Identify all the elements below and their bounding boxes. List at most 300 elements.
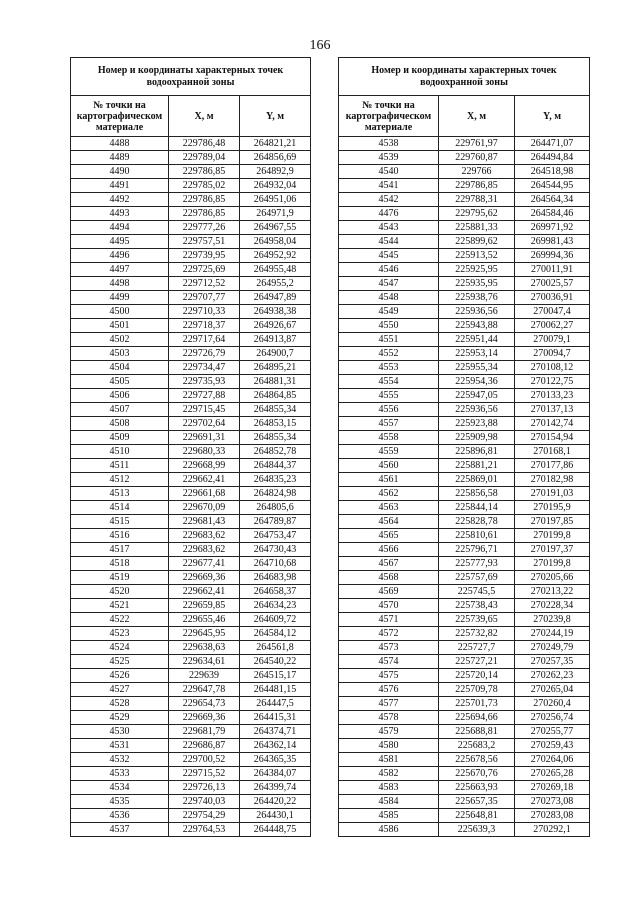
table-row	[339, 263, 590, 277]
cell-x: 229786,48	[169, 137, 240, 151]
table-row	[339, 823, 590, 837]
cell-y: 270249,79	[515, 641, 590, 655]
cell-x: 225701,73	[439, 697, 515, 711]
cell-y: 264864,85	[240, 389, 311, 403]
table-row	[339, 445, 590, 459]
table-row	[71, 753, 311, 767]
table-row	[339, 697, 590, 711]
table-row	[339, 515, 590, 529]
cell-x: 229681,79	[169, 725, 240, 739]
cell-x: 229727,88	[169, 389, 240, 403]
cell-y: 264938,38	[240, 305, 311, 319]
cell-x: 229661,68	[169, 487, 240, 501]
table-row	[339, 319, 590, 333]
table-row	[71, 431, 311, 445]
cell-point-number: 4527	[71, 683, 169, 697]
cell-y: 264753,47	[240, 529, 311, 543]
table-row	[71, 529, 311, 543]
cell-y: 270259,43	[515, 739, 590, 753]
cell-y: 270273,08	[515, 795, 590, 809]
cell-x: 225796,71	[439, 543, 515, 557]
cell-x: 225720,14	[439, 669, 515, 683]
column-header-y: Y, м	[515, 96, 590, 137]
cell-y: 270133,23	[515, 389, 590, 403]
cell-point-number: 4577	[339, 697, 439, 711]
cell-point-number: 4530	[71, 725, 169, 739]
cell-point-number: 4549	[339, 305, 439, 319]
cell-point-number: 4502	[71, 333, 169, 347]
table-row	[339, 249, 590, 263]
column-header-y: Y, м	[240, 96, 311, 137]
cell-point-number: 4495	[71, 235, 169, 249]
cell-y: 270108,12	[515, 361, 590, 375]
cell-y: 264420,22	[240, 795, 311, 809]
cell-x: 229739,95	[169, 249, 240, 263]
cell-x: 229638,63	[169, 641, 240, 655]
cell-y: 264853,15	[240, 417, 311, 431]
table-row	[339, 235, 590, 249]
cell-x: 225639,3	[439, 823, 515, 837]
cell-point-number: 4581	[339, 753, 439, 767]
cell-point-number: 4501	[71, 319, 169, 333]
column-header-x: X, м	[169, 96, 240, 137]
table-row	[71, 557, 311, 571]
cell-point-number: 4559	[339, 445, 439, 459]
table-row	[339, 501, 590, 515]
cell-point-number: 4585	[339, 809, 439, 823]
table-row	[71, 333, 311, 347]
cell-x: 225923,88	[439, 417, 515, 431]
cell-y: 270182,98	[515, 473, 590, 487]
table-row	[71, 347, 311, 361]
cell-point-number: 4547	[339, 277, 439, 291]
cell-x: 225709,78	[439, 683, 515, 697]
cell-y: 264471,07	[515, 137, 590, 151]
cell-y: 264710,68	[240, 557, 311, 571]
table-row	[339, 683, 590, 697]
cell-x: 229669,36	[169, 711, 240, 725]
cell-point-number: 4493	[71, 207, 169, 221]
cell-y: 264494,84	[515, 151, 590, 165]
table-row	[339, 137, 590, 151]
table-row	[339, 809, 590, 823]
cell-point-number: 4575	[339, 669, 439, 683]
cell-y: 264374,71	[240, 725, 311, 739]
cell-x: 225648,81	[439, 809, 515, 823]
cell-x: 229757,51	[169, 235, 240, 249]
cell-x: 229662,41	[169, 585, 240, 599]
cell-y: 270264,06	[515, 753, 590, 767]
cell-x: 225943,88	[439, 319, 515, 333]
cell-y: 264384,07	[240, 767, 311, 781]
cell-point-number: 4535	[71, 795, 169, 809]
cell-y: 264430,1	[240, 809, 311, 823]
cell-y: 270265,28	[515, 767, 590, 781]
cell-x: 229654,73	[169, 697, 240, 711]
cell-x: 229647,78	[169, 683, 240, 697]
cell-point-number: 4494	[71, 221, 169, 235]
cell-point-number: 4555	[339, 389, 439, 403]
table-row	[339, 669, 590, 683]
table-row	[71, 683, 311, 697]
cell-y: 270195,9	[515, 501, 590, 515]
table-row	[339, 221, 590, 235]
cell-x: 225955,34	[439, 361, 515, 375]
column-header-point-number: № точки на картографическом материале	[339, 96, 439, 137]
cell-x: 229680,33	[169, 445, 240, 459]
cell-y: 264564,34	[515, 193, 590, 207]
cell-y: 264892,9	[240, 165, 311, 179]
cell-y: 269981,43	[515, 235, 590, 249]
cell-y: 264789,87	[240, 515, 311, 529]
table-row	[339, 725, 590, 739]
cell-y: 270244,19	[515, 627, 590, 641]
cell-point-number: 4511	[71, 459, 169, 473]
cell-point-number: 4491	[71, 179, 169, 193]
cell-y: 264609,72	[240, 613, 311, 627]
cell-x: 229691,31	[169, 431, 240, 445]
cell-point-number: 4551	[339, 333, 439, 347]
cell-y: 270257,35	[515, 655, 590, 669]
cell-point-number: 4497	[71, 263, 169, 277]
cell-y: 264730,43	[240, 543, 311, 557]
cell-y: 270122,75	[515, 375, 590, 389]
table-row	[339, 767, 590, 781]
cell-y: 270228,34	[515, 599, 590, 613]
table-row	[71, 249, 311, 263]
cell-y: 264835,23	[240, 473, 311, 487]
table-body	[71, 137, 311, 837]
table-row	[71, 725, 311, 739]
cell-x: 229734,47	[169, 361, 240, 375]
cell-y: 264855,34	[240, 431, 311, 445]
cell-point-number: 4574	[339, 655, 439, 669]
cell-x: 229670,09	[169, 501, 240, 515]
table-row	[339, 529, 590, 543]
cell-point-number: 4543	[339, 221, 439, 235]
table-row	[71, 375, 311, 389]
cell-point-number: 4573	[339, 641, 439, 655]
cell-y: 270199,8	[515, 557, 590, 571]
cell-x: 229754,29	[169, 809, 240, 823]
cell-point-number: 4545	[339, 249, 439, 263]
table-row	[71, 501, 311, 515]
cell-y: 270197,37	[515, 543, 590, 557]
cell-point-number: 4523	[71, 627, 169, 641]
cell-point-number: 4510	[71, 445, 169, 459]
table-row	[71, 571, 311, 585]
table-row	[71, 305, 311, 319]
cell-y: 270283,08	[515, 809, 590, 823]
cell-point-number: 4578	[339, 711, 439, 725]
table-row	[339, 599, 590, 613]
cell-y: 270213,22	[515, 585, 590, 599]
table-row	[339, 739, 590, 753]
cell-x: 225739,65	[439, 613, 515, 627]
table-row	[339, 795, 590, 809]
table-title: Номер и координаты характерных точек водоохранной зоны	[71, 58, 311, 96]
cell-point-number: 4564	[339, 515, 439, 529]
cell-point-number: 4557	[339, 417, 439, 431]
cell-x: 225683,2	[439, 739, 515, 753]
cell-y: 270197,85	[515, 515, 590, 529]
table-row	[71, 137, 311, 151]
cell-y: 270025,57	[515, 277, 590, 291]
table-row	[71, 655, 311, 669]
cell-x: 225947,05	[439, 389, 515, 403]
cell-y: 269971,92	[515, 221, 590, 235]
table-row	[71, 809, 311, 823]
table-row	[339, 291, 590, 305]
table-row	[339, 207, 590, 221]
cell-x: 229717,64	[169, 333, 240, 347]
table-row	[339, 333, 590, 347]
column-header-x: X, м	[439, 96, 515, 137]
cell-point-number: 4489	[71, 151, 169, 165]
cell-point-number: 4548	[339, 291, 439, 305]
cell-point-number: 4584	[339, 795, 439, 809]
cell-point-number: 4488	[71, 137, 169, 151]
cell-y: 270079,1	[515, 333, 590, 347]
cell-point-number: 4492	[71, 193, 169, 207]
table-row	[71, 543, 311, 557]
cell-point-number: 4583	[339, 781, 439, 795]
cell-point-number: 4550	[339, 319, 439, 333]
table-row	[339, 613, 590, 627]
cell-x: 229659,85	[169, 599, 240, 613]
cell-x: 225899,62	[439, 235, 515, 249]
table-row	[339, 753, 590, 767]
cell-point-number: 4579	[339, 725, 439, 739]
cell-y: 269994,36	[515, 249, 590, 263]
table-row	[339, 473, 590, 487]
cell-x: 229786,85	[439, 179, 515, 193]
cell-y: 270255,77	[515, 725, 590, 739]
cell-point-number: 4572	[339, 627, 439, 641]
cell-x: 229683,62	[169, 529, 240, 543]
table-row	[71, 599, 311, 613]
table-row	[71, 193, 311, 207]
cell-point-number: 4508	[71, 417, 169, 431]
cell-point-number: 4519	[71, 571, 169, 585]
cell-point-number: 4526	[71, 669, 169, 683]
cell-y: 264971,9	[240, 207, 311, 221]
cell-point-number: 4499	[71, 291, 169, 305]
cell-x: 225936,56	[439, 305, 515, 319]
cell-point-number: 4546	[339, 263, 439, 277]
cell-y: 270256,74	[515, 711, 590, 725]
cell-x: 225757,69	[439, 571, 515, 585]
table-row	[71, 277, 311, 291]
table-row	[71, 361, 311, 375]
cell-y: 264447,5	[240, 697, 311, 711]
table-row	[71, 319, 311, 333]
cell-y: 270292,1	[515, 823, 590, 837]
cell-y: 264926,67	[240, 319, 311, 333]
cell-y: 264561,8	[240, 641, 311, 655]
cell-y: 264584,46	[515, 207, 590, 221]
cell-y: 264824,98	[240, 487, 311, 501]
cell-y: 264544,95	[515, 179, 590, 193]
table-row	[71, 739, 311, 753]
cell-y: 264955,2	[240, 277, 311, 291]
cell-y: 270047,4	[515, 305, 590, 319]
table-row	[71, 515, 311, 529]
table-row	[71, 221, 311, 235]
cell-y: 270269,18	[515, 781, 590, 795]
cell-point-number: 4568	[339, 571, 439, 585]
cell-point-number: 4565	[339, 529, 439, 543]
cell-y: 264955,48	[240, 263, 311, 277]
cell-y: 264518,98	[515, 165, 590, 179]
cell-x: 225909,98	[439, 431, 515, 445]
cell-point-number: 4490	[71, 165, 169, 179]
cell-point-number: 4541	[339, 179, 439, 193]
cell-point-number: 4516	[71, 529, 169, 543]
table-row	[339, 151, 590, 165]
cell-x: 225881,21	[439, 459, 515, 473]
table-body	[339, 137, 590, 837]
cell-point-number: 4529	[71, 711, 169, 725]
cell-point-number: 4509	[71, 431, 169, 445]
table-row	[339, 361, 590, 375]
cell-point-number: 4503	[71, 347, 169, 361]
table-row	[339, 431, 590, 445]
cell-x: 225727,21	[439, 655, 515, 669]
cell-point-number: 4522	[71, 613, 169, 627]
cell-x: 225745,5	[439, 585, 515, 599]
cell-x: 225678,56	[439, 753, 515, 767]
cell-point-number: 4496	[71, 249, 169, 263]
cell-y: 264932,04	[240, 179, 311, 193]
table-row	[71, 263, 311, 277]
cell-y: 270205,66	[515, 571, 590, 585]
table-row	[71, 711, 311, 725]
cell-point-number: 4498	[71, 277, 169, 291]
cell-y: 264881,31	[240, 375, 311, 389]
cell-y: 264852,78	[240, 445, 311, 459]
table-row	[339, 277, 590, 291]
cell-point-number: 4542	[339, 193, 439, 207]
table-row	[339, 585, 590, 599]
cell-point-number: 4558	[339, 431, 439, 445]
table-row	[71, 207, 311, 221]
cell-y: 264362,14	[240, 739, 311, 753]
cell-y: 270094,7	[515, 347, 590, 361]
table-row	[71, 487, 311, 501]
cell-point-number: 4536	[71, 809, 169, 823]
cell-y: 264415,31	[240, 711, 311, 725]
cell-x: 229766	[439, 165, 515, 179]
cell-x: 225953,14	[439, 347, 515, 361]
table-row	[71, 389, 311, 403]
cell-x: 225844,14	[439, 501, 515, 515]
cell-point-number: 4540	[339, 165, 439, 179]
cell-point-number: 4586	[339, 823, 439, 837]
cell-y: 270239,8	[515, 613, 590, 627]
cell-y: 270036,91	[515, 291, 590, 305]
cell-x: 229726,13	[169, 781, 240, 795]
cell-x: 225935,95	[439, 277, 515, 291]
cell-y: 264481,15	[240, 683, 311, 697]
table-row	[71, 235, 311, 249]
cell-y: 270062,27	[515, 319, 590, 333]
cell-x: 229681,43	[169, 515, 240, 529]
cell-y: 264947,89	[240, 291, 311, 305]
cell-y: 270191,03	[515, 487, 590, 501]
cell-point-number: 4537	[71, 823, 169, 837]
table-row	[71, 179, 311, 193]
table-row	[71, 669, 311, 683]
cell-point-number: 4544	[339, 235, 439, 249]
cell-x: 229669,36	[169, 571, 240, 585]
table-row	[71, 473, 311, 487]
cell-y: 264540,22	[240, 655, 311, 669]
coordinates-table-right	[338, 57, 590, 837]
cell-x: 229683,62	[169, 543, 240, 557]
cell-x: 225663,93	[439, 781, 515, 795]
cell-x: 229786,85	[169, 193, 240, 207]
cell-point-number: 4570	[339, 599, 439, 613]
cell-point-number: 4554	[339, 375, 439, 389]
cell-point-number: 4534	[71, 781, 169, 795]
table-row	[339, 459, 590, 473]
table-row	[71, 417, 311, 431]
cell-point-number: 4476	[339, 207, 439, 221]
cell-point-number: 4533	[71, 767, 169, 781]
cell-y: 264913,87	[240, 333, 311, 347]
cell-x: 229710,33	[169, 305, 240, 319]
cell-point-number: 4524	[71, 641, 169, 655]
cell-x: 229761,97	[439, 137, 515, 151]
cell-point-number: 4563	[339, 501, 439, 515]
cell-x: 225938,76	[439, 291, 515, 305]
cell-point-number: 4582	[339, 767, 439, 781]
table-row	[71, 403, 311, 417]
cell-point-number: 4580	[339, 739, 439, 753]
cell-y: 264958,04	[240, 235, 311, 249]
table-row	[339, 375, 590, 389]
cell-y: 264584,12	[240, 627, 311, 641]
cell-y: 270168,1	[515, 445, 590, 459]
cell-x: 229760,87	[439, 151, 515, 165]
table-row	[339, 781, 590, 795]
cell-x: 229725,69	[169, 263, 240, 277]
cell-point-number: 4514	[71, 501, 169, 515]
cell-y: 270262,23	[515, 669, 590, 683]
table-row	[71, 795, 311, 809]
cell-point-number: 4513	[71, 487, 169, 501]
cell-y: 270199,8	[515, 529, 590, 543]
cell-x: 225869,01	[439, 473, 515, 487]
cell-y: 264515,17	[240, 669, 311, 683]
page-number: 166	[309, 38, 331, 53]
cell-point-number: 4506	[71, 389, 169, 403]
cell-point-number: 4562	[339, 487, 439, 501]
cell-x: 225896,81	[439, 445, 515, 459]
cell-x: 229707,77	[169, 291, 240, 305]
cell-point-number: 4515	[71, 515, 169, 529]
cell-x: 229726,79	[169, 347, 240, 361]
cell-y: 270011,91	[515, 263, 590, 277]
cell-y: 264821,21	[240, 137, 311, 151]
table-row	[339, 389, 590, 403]
cell-point-number: 4576	[339, 683, 439, 697]
cell-point-number: 4560	[339, 459, 439, 473]
cell-y: 264805,6	[240, 501, 311, 515]
cell-point-number: 4500	[71, 305, 169, 319]
cell-y: 264448,75	[240, 823, 311, 837]
